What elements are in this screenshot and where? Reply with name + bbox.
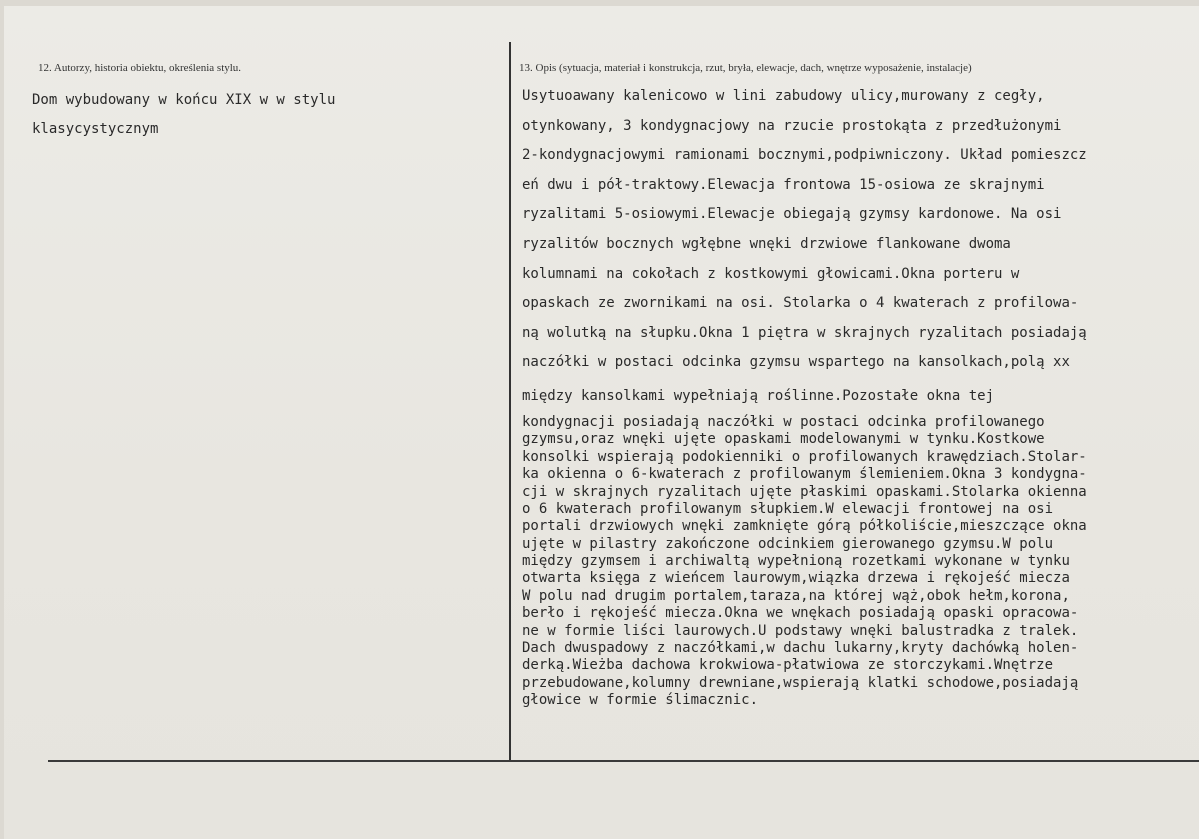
section-13-text [522, 82, 1199, 710]
text-line: między kansolkami wypełniają roślinne.Pozostałe okna tej [522, 387, 995, 404]
text-line: 2-kondygnacjowymi ramionami bocznymi,podpiwniczony. Układ pomieszcz [522, 147, 1087, 164]
section-12-header: 12. Autorzy, historia obiektu, określenia stylu. [38, 62, 242, 74]
text-line: berło i rękojeść miecza.Okna we wnękach posiadają opaski opracowa- [522, 605, 1079, 622]
text-line: ryzalitów bocznych wgłębne wnęki drzwiowe flankowane dwoma [522, 235, 1011, 252]
column-divider [509, 42, 511, 762]
text-line: naczółki w postaci odcinka gzymsu wspartego na kansolkach,polą xx [522, 354, 1070, 371]
text-line: Dom wybudowany w końcu XIX w w stylu [32, 92, 336, 108]
text-line: Dach dwuspadowy z naczółkami,w dachu lukarny,kryty dachówką holen- [522, 640, 1079, 657]
text-line: ka okienna o 6-kwaterach z profilowanym ślemieniem.Okna 3 kondygna- [522, 466, 1087, 483]
text-line: kolumnami na cokołach z kostkowymi głowicami.Okna porteru w [522, 265, 1020, 282]
text-line: gzymsu,oraz wnęki ujęte opaskami modelowanymi w tynku.Kostkowe [522, 431, 1045, 448]
text-line: otwarta księga z wieńcem laurowym,wiązka drzewa i rękojeść miecza [522, 570, 1070, 587]
text-line: między gzymsem i archiwaltą wypełnioną rozetkami wykonane w tynku [522, 553, 1070, 570]
text-line: opaskach ze zwornikami na osi. Stolarka o 4 kwaterach z profilowa- [522, 295, 1079, 312]
section-13-header: 13. Opis (sytuacja, materiał i konstrukcja, rzut, bryła, elewacje, dach, wnętrze wyposażenie, instalacje) [519, 62, 972, 74]
text-line: klasycystycznym [32, 121, 159, 137]
text-line: W polu nad drugim portalem,taraza,na której wąż,obok hełm,korona, [522, 587, 1070, 604]
text-line: konsolki wspierają podokienniki o profilowanych krawędziach.Stolar- [522, 448, 1087, 465]
text-line: ne w formie liści laurowych.U podstawy wnęki balustradka z tralek. [522, 622, 1079, 639]
text-line: przebudowane,kolumny drewniane,wspierają klatki schodowe,posiadają [522, 674, 1079, 691]
section-12-text [32, 86, 502, 144]
text-line: głowice w formie ślimacznic. [522, 692, 759, 709]
text-line: ryzalitami 5-osiowymi.Elewacje obiegają gzymsy kardonowe. Na osi [522, 206, 1062, 223]
page-edge-left [0, 0, 4, 839]
bottom-rule [48, 760, 1199, 762]
text-line: o 6 kwaterach profilowanym słupkiem.W elewacji frontowej na osi [522, 500, 1054, 517]
text-line: kondygnacji posiadają naczółki w postaci odcinka profilowanego [522, 413, 1045, 430]
text-line: otynkowany, 3 kondygnacjowy na rzucie prostokąta z przedłużonymi [522, 117, 1062, 134]
page-edge-top [0, 0, 1199, 6]
text-line: eń dwu i pół-traktowy.Elewacja frontowa 15-osiowa ze skrajnymi [522, 176, 1045, 193]
text-line: ną wolutką na słupku.Okna 1 piętra w skrajnych ryzalitach posiadają [522, 324, 1087, 341]
text-line: Usytuoawany kalenicowo w lini zabudowy ulicy,murowany z cegły, [522, 88, 1045, 104]
text-line: derką.Wieżba dachowa krokwiowa-płatwiowa ze storczykami.Wnętrze [522, 657, 1054, 674]
text-line: cji w skrajnych ryzalitach ujęte płaskimi opaskami.Stolarka okienna [522, 483, 1087, 500]
text-line: portali drzwiowych wnęki zamknięte górą półkoliście,mieszczące okna [522, 518, 1087, 535]
text-line: ujęte w pilastry zakończone odcinkiem gierowanego gzymsu.W polu [522, 535, 1054, 552]
